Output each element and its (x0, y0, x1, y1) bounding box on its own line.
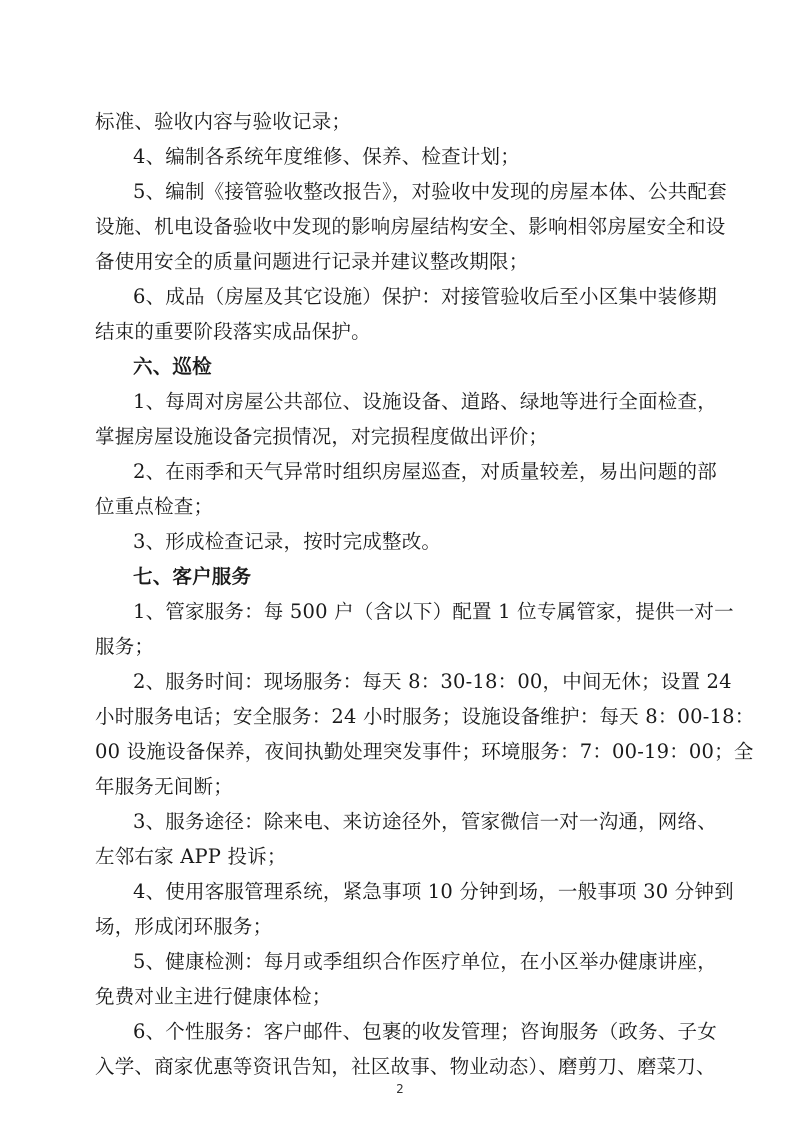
section-heading-customer-service: 七、客户服务 (133, 565, 252, 588)
section-heading-inspection: 六、巡检 (133, 355, 212, 378)
text-line: 6、个性服务：客户邮件、包裹的收发管理；咨询服务（政务、子女 (133, 1020, 717, 1043)
text-line: 4、使用客服管理系统，紧急事项 10 分钟到场，一般事项 30 分钟到 (133, 880, 734, 903)
text-line: 3、服务途径：除来电、来访途径外，管家微信一对一沟通，网络、 (133, 810, 717, 833)
text-line: 掌握房屋设施设备完损情况，对完损程度做出评价； (95, 425, 549, 448)
text-line: 免费对业主进行健康体检； (95, 985, 332, 1008)
text-line: 2、服务时间：现场服务：每天 8：30-18：00，中间无休；设置 24 (133, 670, 732, 693)
text-line: 1、管家服务：每 500 户（含以下）配置 1 位专属管家，提供一对一 (133, 600, 734, 623)
text-line: 场，形成闭环服务； (95, 915, 273, 938)
text-line: 1、每周对房屋公共部位、设施设备、道路、绿地等进行全面检查， (133, 390, 717, 413)
text-line: 5、健康检测：每月或季组织合作医疗单位，在小区举办健康讲座， (133, 950, 717, 973)
text-line: 服务； (95, 635, 155, 658)
text-line: 4、编制各系统年度维修、保养、检查计划； (133, 145, 520, 168)
text-line: 6、成品（房屋及其它设施）保护：对接管验收后至小区集中装修期 (133, 285, 717, 308)
text-line: 左邻右家 APP 投诉； (95, 845, 287, 868)
text-line: 年服务无间断； (95, 775, 233, 798)
text-line: 设施、机电设备验收中发现的影响房屋结构安全、影响相邻房屋安全和设 (95, 215, 726, 238)
text-line: 00 设施设备保养，夜间执勤处理突发事件；环境服务：7：00-19：00；全 (95, 740, 754, 763)
text-line: 3、形成检查记录，按时完成整改。 (133, 530, 442, 553)
text-line: 入学、商家优惠等资讯告知，社区故事、物业动态）、磨剪刀、磨菜刀、 (95, 1055, 716, 1078)
text-line: 小时服务电话；安全服务：24 小时服务；设施设备维护：每天 8：00-18： (95, 705, 755, 728)
text-line: 5、编制《接管验收整改报告》，对验收中发现的房屋本体、公共配套 (133, 180, 727, 203)
text-line: 备使用安全的质量问题进行记录并建议整改期限； (95, 250, 529, 273)
text-line: 2、在雨季和天气异常时组织房屋巡查，对质量较差，易出问题的部 (133, 460, 717, 483)
page-number: 2 (396, 1082, 404, 1096)
text-line: 标准、验收内容与验收记录； (95, 110, 352, 133)
text-line: 位重点检查； (95, 495, 214, 518)
text-line: 结束的重要阶段落实成品保护。 (95, 320, 371, 343)
